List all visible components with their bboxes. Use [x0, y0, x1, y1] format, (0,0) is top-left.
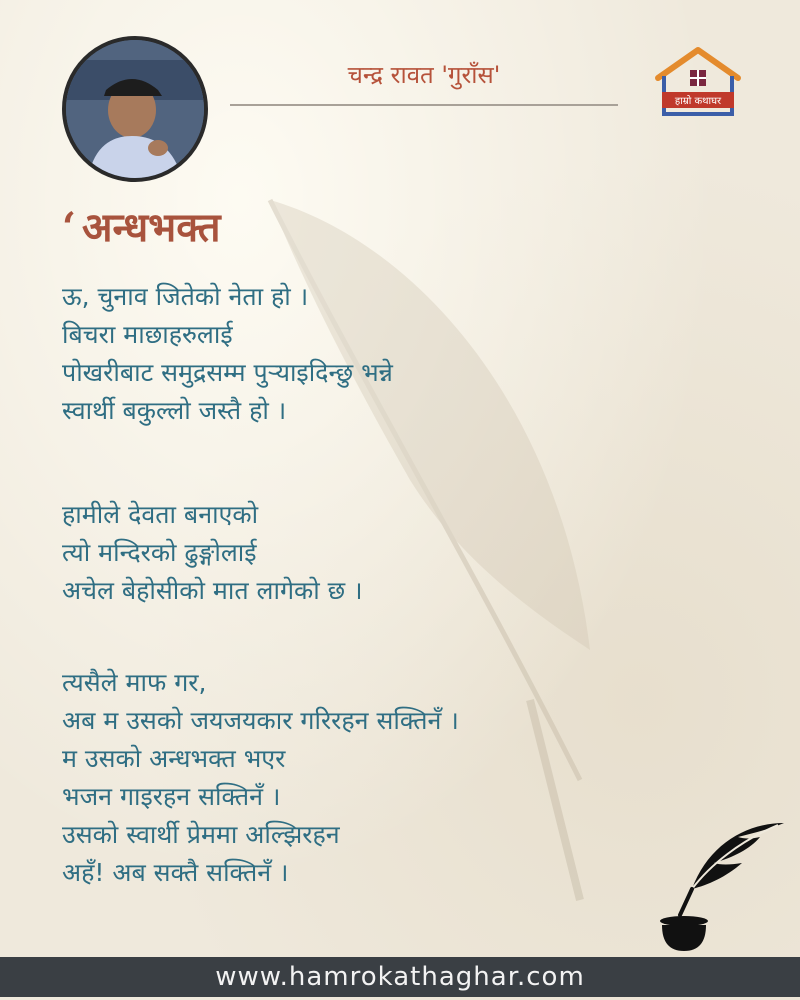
- author-name: चन्द्र रावत 'गुराँस': [347, 61, 501, 89]
- poem-title-text: अन्धभक्त: [81, 204, 221, 251]
- poem-title: [62, 198, 221, 253]
- poem-line: अहँ! अब सक्तै सक्तिनँ ।: [62, 858, 289, 887]
- footer-bar: [0, 957, 800, 997]
- site-logo-icon: [650, 44, 746, 120]
- logo-text: हाम्रो कथाघर: [674, 96, 722, 107]
- poem-line: पोखरीबाट समुद्रसम्म पुऱ्याइदिन्छु भन्ने: [62, 358, 393, 387]
- stanza-1: [62, 278, 393, 430]
- poem-line: अचेल बेहोसीको मात लागेको छ ।: [62, 576, 363, 605]
- poem-line: ऊ, चुनाव जितेको नेता हो ।: [62, 282, 309, 311]
- author-divider: [230, 104, 618, 106]
- quill-inkpot-icon: [650, 815, 790, 955]
- poem-line: उसको स्वार्थी प्रेममा अल्झिरहन: [62, 820, 340, 849]
- poem-line: भजन गाइरहन सक्तिनँ ।: [62, 782, 281, 811]
- poem-line: बिचरा माछाहरुलाई: [62, 320, 233, 349]
- quote-mark: ‘: [62, 204, 76, 251]
- poem-line: अब म उसको जयजयकार गरिरहन सक्तिनँ ।: [62, 706, 459, 735]
- poem-line: त्यो मन्दिरको ढुङ्गोलाई: [62, 538, 257, 567]
- poem-line: हामीले देवता बनाएको: [62, 500, 259, 529]
- poem-line: स्वार्थी बकुल्लो जस्तै हो ।: [62, 396, 287, 425]
- poem-line: त्यसैले माफ गर,: [62, 668, 207, 697]
- website-link[interactable]: www.hamrokathaghar.com: [215, 962, 585, 992]
- stanza-3: [62, 664, 459, 892]
- author-avatar: [62, 36, 208, 182]
- stanza-2: [62, 496, 363, 610]
- poem-line: म उसको अन्धभक्त भएर: [62, 744, 286, 773]
